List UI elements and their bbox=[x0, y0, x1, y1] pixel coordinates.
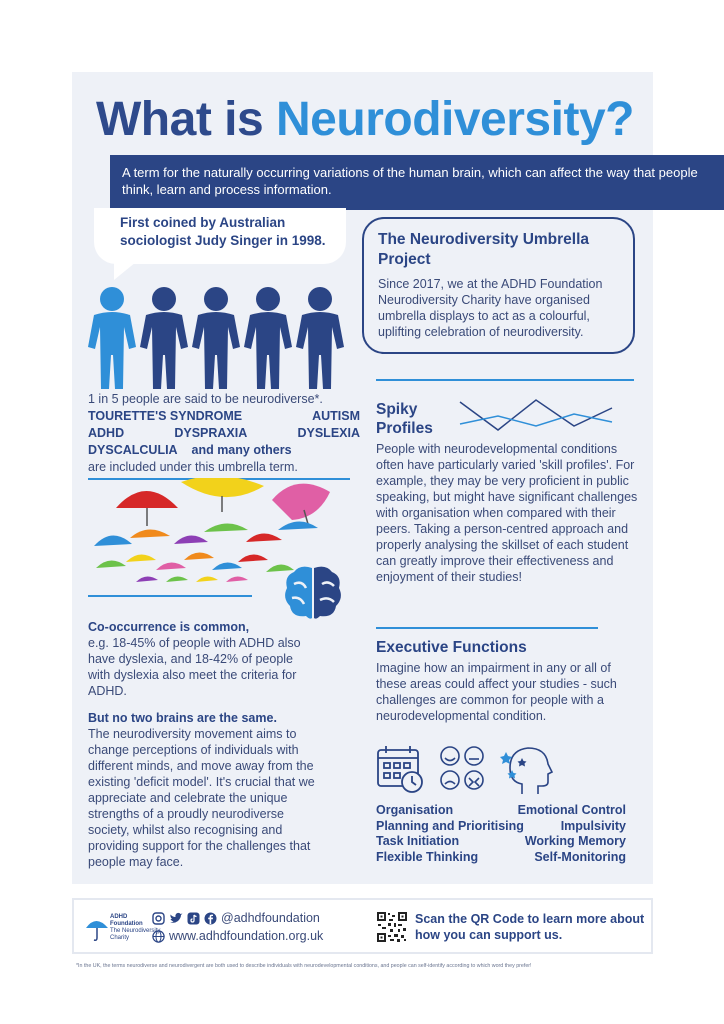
cooccurrence-section bbox=[88, 619, 313, 699]
person-icon bbox=[192, 287, 240, 389]
executive-functions-list bbox=[376, 803, 626, 865]
umbrella-icon bbox=[204, 523, 248, 532]
spiky-profiles-body: People with neurodevelopmental conditions often have particularly varied 'skill profiles'. For example, they may be very proficient in public speaking, but might have significant challenges with organisation when compared with their peers. Taking a person-centred approach and properly analysing the skillset of each student can greatly improve their effectiveness and enjoyment of their studies! bbox=[376, 442, 638, 584]
brains-heading: But no two brains are the same. bbox=[88, 711, 277, 725]
list-item: Task Initiation Working Memory bbox=[376, 834, 626, 848]
list-item: Flexible Thinking Self-Monitoring bbox=[376, 849, 626, 864]
umbrella-icon bbox=[136, 576, 158, 582]
umbrella-icon bbox=[184, 552, 214, 560]
person-icon bbox=[296, 287, 344, 389]
person-icon bbox=[244, 287, 292, 389]
list-item: Planning and Prioritising Impulsivity bbox=[376, 818, 626, 833]
umbrella-icon bbox=[181, 478, 264, 512]
instagram-icon[interactable] bbox=[152, 912, 165, 925]
speech-bubble-tail bbox=[114, 262, 136, 280]
calendar-clock-icon bbox=[378, 746, 422, 792]
twitter-icon[interactable] bbox=[169, 912, 183, 925]
social-links bbox=[152, 909, 352, 945]
umbrella-icon bbox=[174, 535, 208, 544]
umbrella-icon bbox=[94, 535, 132, 546]
qr-code[interactable] bbox=[376, 911, 408, 943]
footnote: *In the UK, the terms neurodiverse and neurodivergent are both used to describe individuals with neurodevelopmental conditions, and people can self-identify according to which word they prefer! bbox=[76, 963, 532, 969]
umbrella-icon bbox=[212, 562, 242, 570]
logo-text: ADHD Foundation The Neurodiversity Charity bbox=[110, 914, 161, 941]
umbrella-icon bbox=[226, 576, 248, 582]
stat-intro: 1 in 5 people are said to be neurodiverse*. bbox=[88, 392, 323, 406]
spiky-profiles-title: Spiky Profiles bbox=[376, 401, 433, 437]
spiky-profile-graphic bbox=[458, 396, 616, 442]
executive-functions-title: Executive Functions bbox=[376, 639, 527, 656]
executive-icons bbox=[376, 744, 556, 796]
person-icon bbox=[140, 287, 188, 389]
globe-icon bbox=[152, 930, 165, 943]
person-icon bbox=[88, 287, 136, 389]
social-handle[interactable]: @adhdfoundation bbox=[221, 911, 320, 925]
umbrella-icon bbox=[116, 491, 178, 526]
list-item: Organisation Emotional Control bbox=[376, 803, 626, 817]
title-highlight: Neurodiversity? bbox=[276, 93, 634, 146]
scan-qr-text: Scan the QR Code to learn more about how you can support us. bbox=[415, 912, 645, 942]
facebook-icon[interactable] bbox=[204, 912, 217, 925]
umbrella-icon bbox=[238, 554, 268, 562]
umbrella-icon bbox=[246, 533, 282, 542]
website-link[interactable]: www.adhdfoundation.org.uk bbox=[169, 929, 324, 943]
umbrella-project-title: The Neurodiversity Umbrella Project bbox=[378, 231, 590, 268]
umbrella-icon bbox=[96, 560, 126, 568]
brain-icon bbox=[282, 562, 344, 622]
divider bbox=[376, 379, 634, 381]
tiktok-icon[interactable] bbox=[187, 912, 200, 925]
cooccurrence-heading: Co-occurrence is common, bbox=[88, 620, 250, 634]
people-icon-group bbox=[86, 285, 346, 390]
social-handle-row bbox=[152, 909, 352, 927]
cooccurrence-body: e.g. 18-45% of people with ADHD also have dyslexia, and 18-42% of people with dyslexia also meet the criteria for ADHD. bbox=[88, 636, 301, 698]
neurodiverse-stat bbox=[88, 391, 360, 476]
umbrella-icon bbox=[278, 521, 318, 530]
conditions-row-3: DYSCALCULIA and many others bbox=[88, 443, 292, 457]
definition-banner: A term for the naturally occurring variations of the human brain, which can affect the way that people think, learn and process information. bbox=[110, 155, 724, 210]
umbrella-icon bbox=[166, 576, 188, 582]
umbrella-icon bbox=[126, 554, 156, 562]
conditions-row-1: TOURETTE'S SYNDROME AUTISM bbox=[88, 409, 360, 423]
umbrella-icon bbox=[196, 576, 218, 582]
umbrella-project-body: Since 2017, we at the ADHD Foundation Neurodiversity Charity have organised umbrella displays to act as a colourful, uplifting celebration of neurodiversity. bbox=[378, 277, 603, 339]
conditions-row-2: ADHD DYSPRAXIA DYSLEXIA bbox=[88, 426, 360, 440]
page-title: What is Neurodiversity? bbox=[96, 93, 634, 146]
coined-text: First coined by Australian sociologist Judy Singer in 1998. bbox=[120, 215, 326, 248]
brains-section bbox=[88, 710, 320, 870]
divider bbox=[376, 627, 598, 629]
stat-outro: are included under this umbrella term. bbox=[88, 460, 298, 474]
head-stars-icon bbox=[500, 748, 552, 794]
umbrella-icon bbox=[272, 484, 330, 524]
website-row bbox=[152, 927, 352, 945]
executive-functions-body: Imagine how an impairment in any or all of these areas could affect your studies - such challenges are common for people with a neurodevelopmental condition. bbox=[376, 661, 617, 723]
brains-body: The neurodiversity movement aims to change perceptions of individuals with different minds, and move away from the existing 'deficit model'. It's crucial that we appreciate and celebrate the unique strengths of a proudly neurodiverse society, whilst also recognising and providing support for the challenges that people may face. bbox=[88, 727, 315, 869]
umbrella-icon bbox=[156, 562, 186, 570]
emotion-faces-icon bbox=[441, 747, 483, 789]
umbrella-icon bbox=[130, 529, 170, 538]
